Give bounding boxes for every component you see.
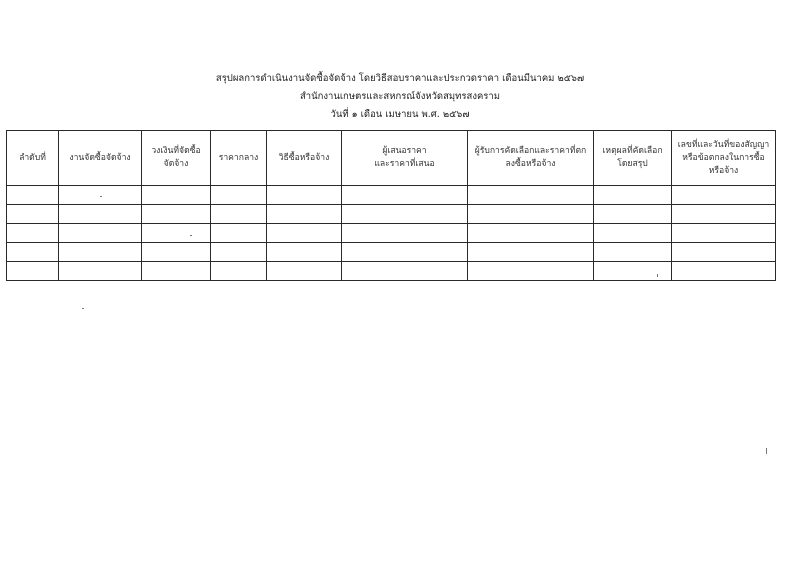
col-header-reason: เหตุผลที่คัดเลือก โดยสรุป [594,131,672,186]
table-row [7,224,776,243]
table-header-row [7,131,776,186]
procurement-summary-table [6,130,776,281]
table-row [7,262,776,281]
scan-mark [82,308,84,309]
col-header-budget: วงเงินที่จัดซื้อ จัดจ้าง [142,131,211,186]
scan-mark [657,274,658,277]
table-row [7,243,776,262]
col-header-selected-vendor: ผู้รับการคัดเลือกและราคาที่ตก ลงซื้อหรือจ้าง [468,131,594,186]
col-header-contract: เลขที่และวันที่ของสัญญา หรือข้อตกลงในการซื้อ หรือจ้าง [672,131,776,186]
col-header-method: วิธีซื้อหรือจ้าง [267,131,342,186]
col-header-median-price: ราคากลาง [211,131,267,186]
scan-mark [190,235,192,236]
table-row [7,186,776,205]
col-header-order: ลำดับที่ [7,131,59,186]
document-title: สรุปผลการดำเนินงานจัดซื้อจัดจ้าง โดยวิธีสอบราคาและประกวดราคา เดือนมีนาคม ๒๕๖๗ [215,73,585,84]
scan-mark [100,196,102,197]
col-header-bidders: ผู้เสนอราคา และราคาที่เสนอ [342,131,468,186]
table-row [7,205,776,224]
col-header-procurement-work: งานจัดซื้อจัดจ้าง [59,131,142,186]
office-name: สำนักงานเกษตรและสหกรณ์จังหวัดสมุทรสงคราม [299,91,501,102]
scan-mark [766,448,767,454]
report-date: วันที่ ๑ เดือน เมษายน พ.ศ. ๒๕๖๗ [330,109,470,120]
